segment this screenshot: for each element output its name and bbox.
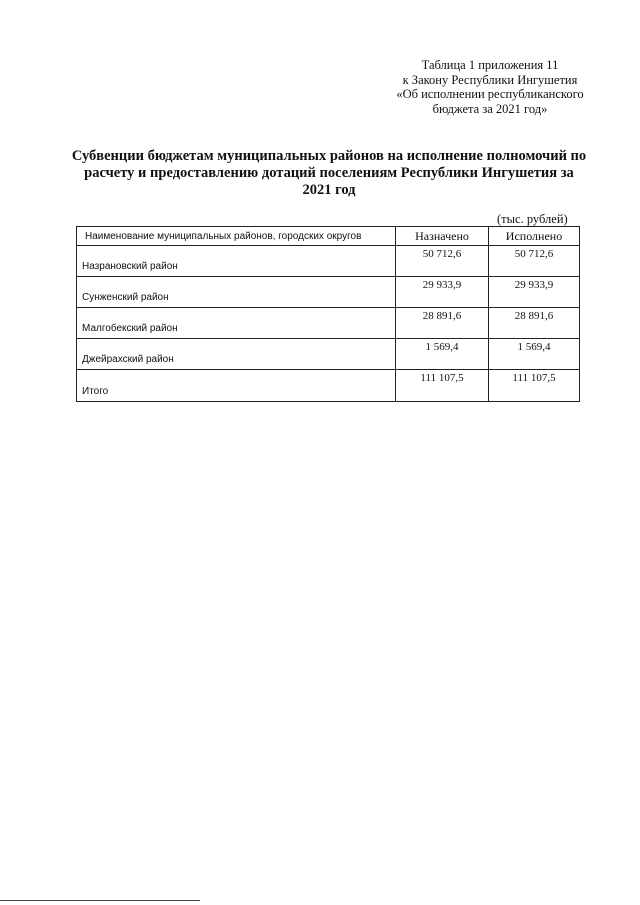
column-header-executed: Исполнено xyxy=(489,227,580,246)
row-name: Назрановский район xyxy=(77,246,396,277)
row-name: Джейрахский район xyxy=(77,339,396,370)
total-label: Итого xyxy=(77,370,396,402)
row-executed: 50 712,6 xyxy=(489,246,580,277)
row-name: Сунженский район xyxy=(77,277,396,308)
total-executed: 111 107,5 xyxy=(489,370,580,402)
total-assigned: 111 107,5 xyxy=(396,370,489,402)
row-executed: 28 891,6 xyxy=(489,308,580,339)
row-assigned: 28 891,6 xyxy=(396,308,489,339)
appendix-line-2: к Закону Республики Ингушетия xyxy=(402,72,578,87)
row-name: Малгобекский район xyxy=(77,308,396,339)
title-line-1: Субвенции бюджетам муниципальных районов на исполнение полномочий по xyxy=(71,148,587,164)
subventions-table xyxy=(76,226,580,402)
table-row xyxy=(77,277,580,308)
scan-line-divider xyxy=(0,900,200,901)
table-row xyxy=(77,308,580,339)
title-line-3: 2021 год xyxy=(302,182,356,198)
table-header-row xyxy=(77,227,580,246)
row-assigned: 50 712,6 xyxy=(396,246,489,277)
row-assigned: 1 569,4 xyxy=(396,339,489,370)
row-assigned: 29 933,9 xyxy=(396,277,489,308)
row-executed: 29 933,9 xyxy=(489,277,580,308)
appendix-line-3: «Об исполнении республиканского xyxy=(396,87,584,101)
appendix-line-4: бюджета за 2021 год» xyxy=(432,101,548,116)
row-executed: 1 569,4 xyxy=(489,339,580,370)
column-header-name: Наименование муниципальных районов, городских округов xyxy=(77,227,396,246)
table-total-row xyxy=(77,370,580,402)
appendix-line-1: Таблица 1 приложения 11 xyxy=(421,58,559,72)
title-line-2: расчету и предоставлению дотаций поселениям Республики Ингушетия за xyxy=(84,165,574,181)
table-row xyxy=(77,246,580,277)
column-header-assigned: Назначено xyxy=(396,227,489,246)
document-title xyxy=(70,148,588,199)
units-label: (тыс. рублей) xyxy=(497,212,568,226)
appendix-reference xyxy=(380,58,600,116)
table-row xyxy=(77,339,580,370)
scan-edge xyxy=(0,897,640,905)
